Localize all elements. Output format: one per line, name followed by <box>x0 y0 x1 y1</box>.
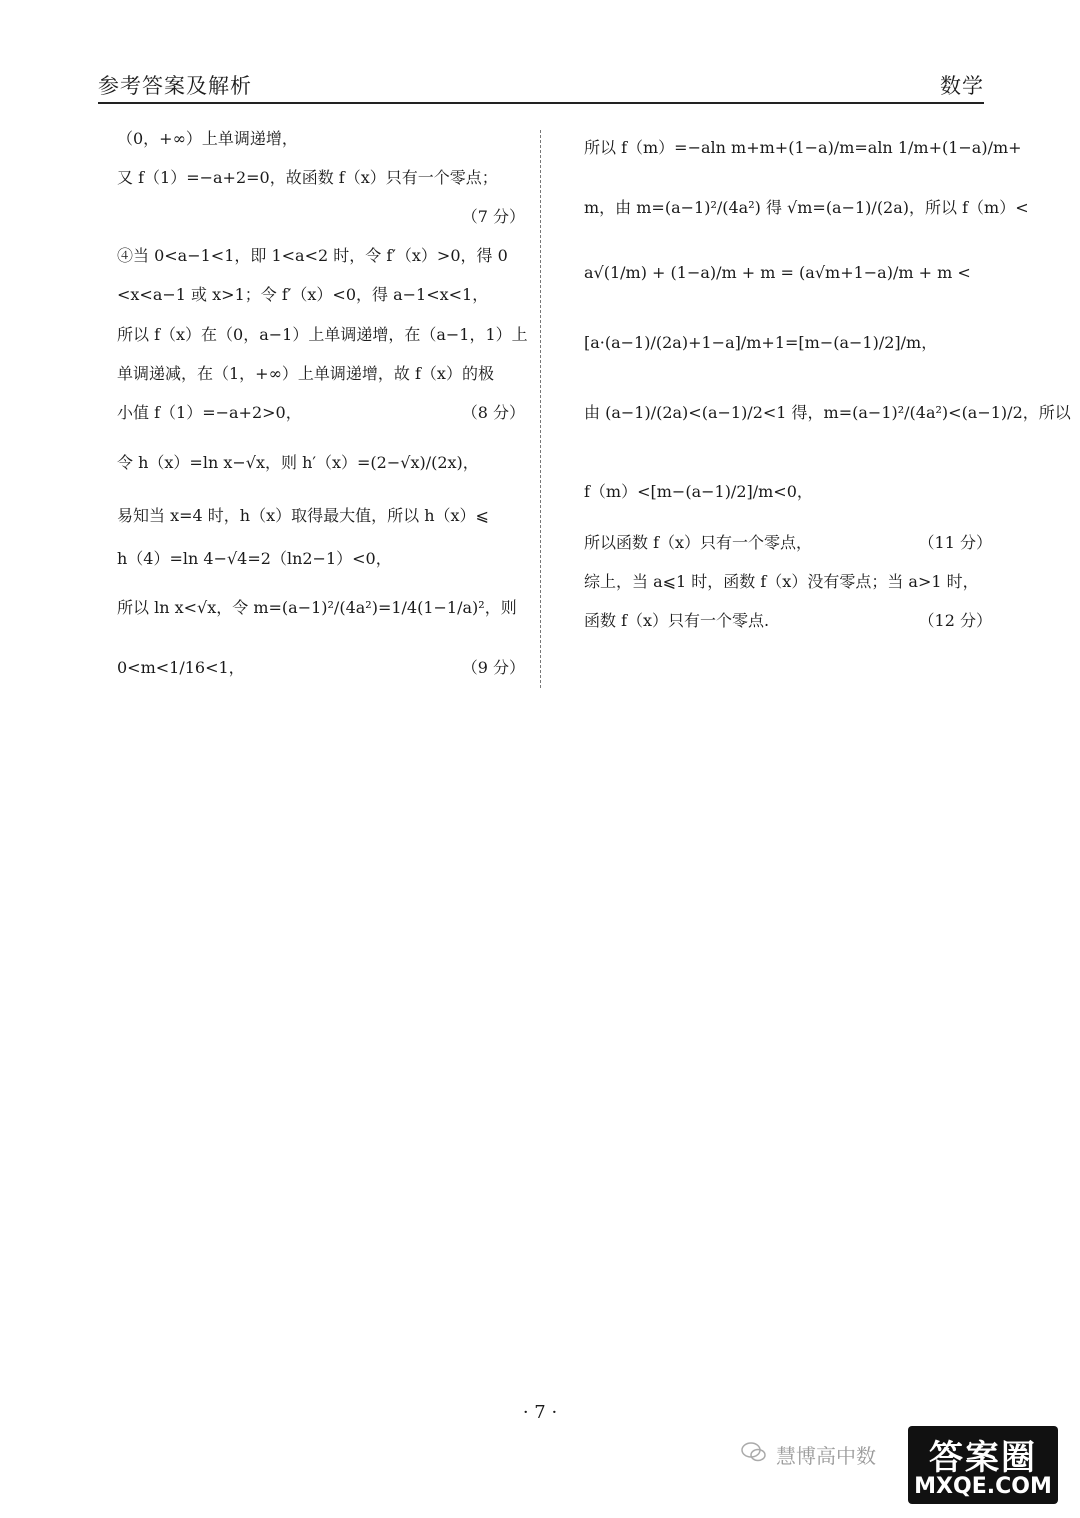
score-label: （7 分） <box>461 207 525 226</box>
logo-domain: MXQE.COM <box>914 1474 1052 1499</box>
header-subject: 数学 <box>940 74 984 98</box>
text-line: 又 f（1）=−a+2=0，故函数 f（x）只有一个零点； <box>117 168 498 187</box>
text-line: 所以函数 f（x）只有一个零点， （11 分） <box>584 533 992 552</box>
score-label: （8 分） <box>461 403 525 422</box>
score-label: （9 分） <box>461 658 525 677</box>
text-line: 所以 f（x）在（0，a−1）上单调递增，在（a−1，1）上 <box>117 325 528 344</box>
formula-line: h（4）=ln 4−√4=2（ln2−1）<0， <box>117 549 392 568</box>
formula-line: 由 (a−1)/(2a)<(a−1)/2<1 得，m=(a−1)²/(4a²)<(a−1)/2，所以 <box>584 403 1071 422</box>
text-line: 单调递减，在（1，+∞）上单调递增，故 f（x）的极 <box>117 364 494 383</box>
watermark-logo <box>908 1426 1058 1504</box>
formula-line: 令 h（x）=ln x−√x，则 h′（x）=(2−√x)/(2x)， <box>117 453 479 472</box>
text-line: （0，+∞）上单调递增， <box>117 129 298 148</box>
logo-title: 答案圈 <box>929 1438 1037 1478</box>
page-header <box>98 68 984 104</box>
formula-line: [a·(a−1)/(2a)+1−a]/m+1=[m−(a−1)/2]/m， <box>584 333 938 352</box>
formula-line: m，由 m=(a−1)²/(4a²) 得 √m=(a−1)/(2a)，所以 f（m）< <box>584 198 1029 217</box>
text-line: 易知当 x=4 时，h（x）取得最大值，所以 h（x）⩽ <box>117 506 489 525</box>
wechat-icon <box>740 1440 768 1464</box>
text-line: 小值 f（1）=−a+2>0， （8 分） <box>117 403 525 422</box>
score-label: （11 分） <box>918 533 992 552</box>
text-line: ④当 0<a−1<1，即 1<a<2 时，令 f′（x）>0，得 0 <box>117 246 508 265</box>
formula-line: 所以 f（m）=−aln m+m+(1−a)/m=aln 1/m+(1−a)/m+ <box>584 138 1022 157</box>
page-number: · 7 · <box>522 1402 558 1423</box>
formula-line: f（m）<[m−(a−1)/2]/m<0， <box>584 482 813 501</box>
formula-line: 所以 ln x<√x，令 m=(a−1)²/(4a²)=1/4(1−1/a)²，则 <box>117 598 517 617</box>
text-line: 综上，当 a⩽1 时，函数 f（x）没有零点；当 a>1 时， <box>584 572 979 591</box>
header-title: 参考答案及解析 <box>98 74 252 98</box>
watermark-text: 慧博高中数 <box>776 1444 876 1468</box>
score-label: （12 分） <box>918 611 992 630</box>
text-line: 函数 f（x）只有一个零点. （12 分） <box>584 611 992 630</box>
formula-line: 0<m<1/16<1， （9 分） <box>117 658 525 677</box>
formula-line: a√(1/m) + (1−a)/m + m = (a√m+1−a)/m + m < <box>584 263 971 282</box>
text-line: <x<a−1 或 x>1；令 f′（x）<0，得 a−1<x<1， <box>117 285 489 304</box>
watermark <box>736 1426 1064 1508</box>
column-divider <box>540 130 541 688</box>
